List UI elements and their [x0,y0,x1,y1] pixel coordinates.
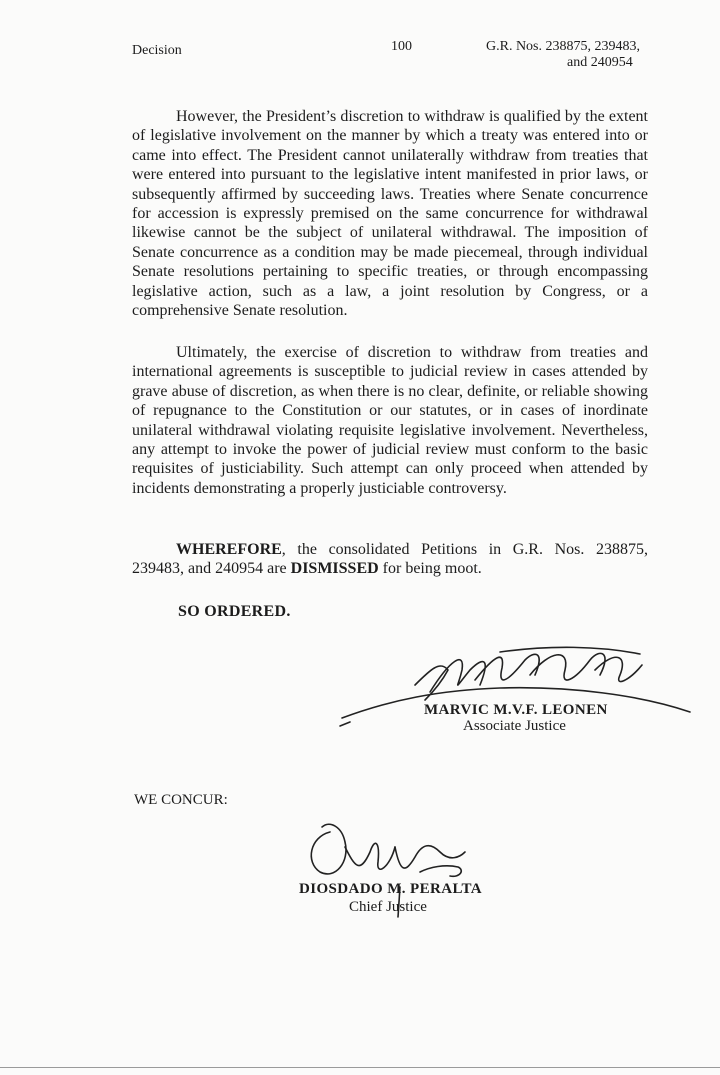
paragraph-judicial-review [132,343,648,498]
wherefore-end: for being moot. [378,560,482,578]
paragraph-1-text: However, the President’s discretion to withdraw is qualified by the extent of legislative involvement on the manner by which a treaty was entered into or came into effect. The President cannot unilaterally withdraw from treaties that were entered into pursuant to the legislative intent manifested in prior laws, or subsequently affirmed by succeeding laws. Treaties where Senate concurrence for accession is expressly premised on the same concurrence for withdrawal likewise cannot be the subject of unilateral withdrawal. The imposition of Senate concurrence as a condition may be made piecemeal, through individual Senate resolutions pertaining to specific treaties, or through encompassing legislative action, such as a law, a joint resolution by Congress, or a comprehensive Senate resolution. [132,108,648,320]
chief-justice-name: DIOSDADO M. PERALTA [299,881,483,897]
paragraph-2-text: Ultimately, the exercise of discretion to withdraw from treaties and international agreements is susceptible to judicial review in cases attended by grave abuse of discretion, as when there is no clear, definite, or reliable showing of repugnance to the Constitution or our statutes, or in cases of inordinate unilateral withdrawal violating requisite legislative involvement. Nevertheless, any attempt to invoke the power of judicial review must conform to the basic requisites of justiciability. Such attempt can only proceed when attended by incidents demonstrating a properly justiciable controversy. [132,344,648,497]
paragraph-withdrawal-discretion [132,107,648,320]
header-document-type: Decision [132,43,182,58]
so-ordered: SO ORDERED. [178,603,291,620]
wherefore-text: , the consolidated Petitions in G.R. Nos. 238875, 239483, and 240954 are [132,541,648,578]
wherefore-label: WHEREFORE [176,541,282,558]
header-case-numbers-line2: and 240954 [567,55,633,70]
ponente-name: MARVIC M.V.F. LEONEN [424,702,608,718]
ponente-title: Associate Justice [463,718,566,734]
page-number: 100 [391,39,412,54]
paragraph-wherefore [132,540,648,579]
we-concur-label: WE CONCUR: [134,792,228,808]
page-bottom-edge [0,1067,720,1068]
chief-justice-title: Chief Justice [349,899,427,915]
dismissed-label: DISMISSED [290,560,379,578]
header-case-numbers-line1: G.R. Nos. 238875, 239483, [486,39,641,54]
